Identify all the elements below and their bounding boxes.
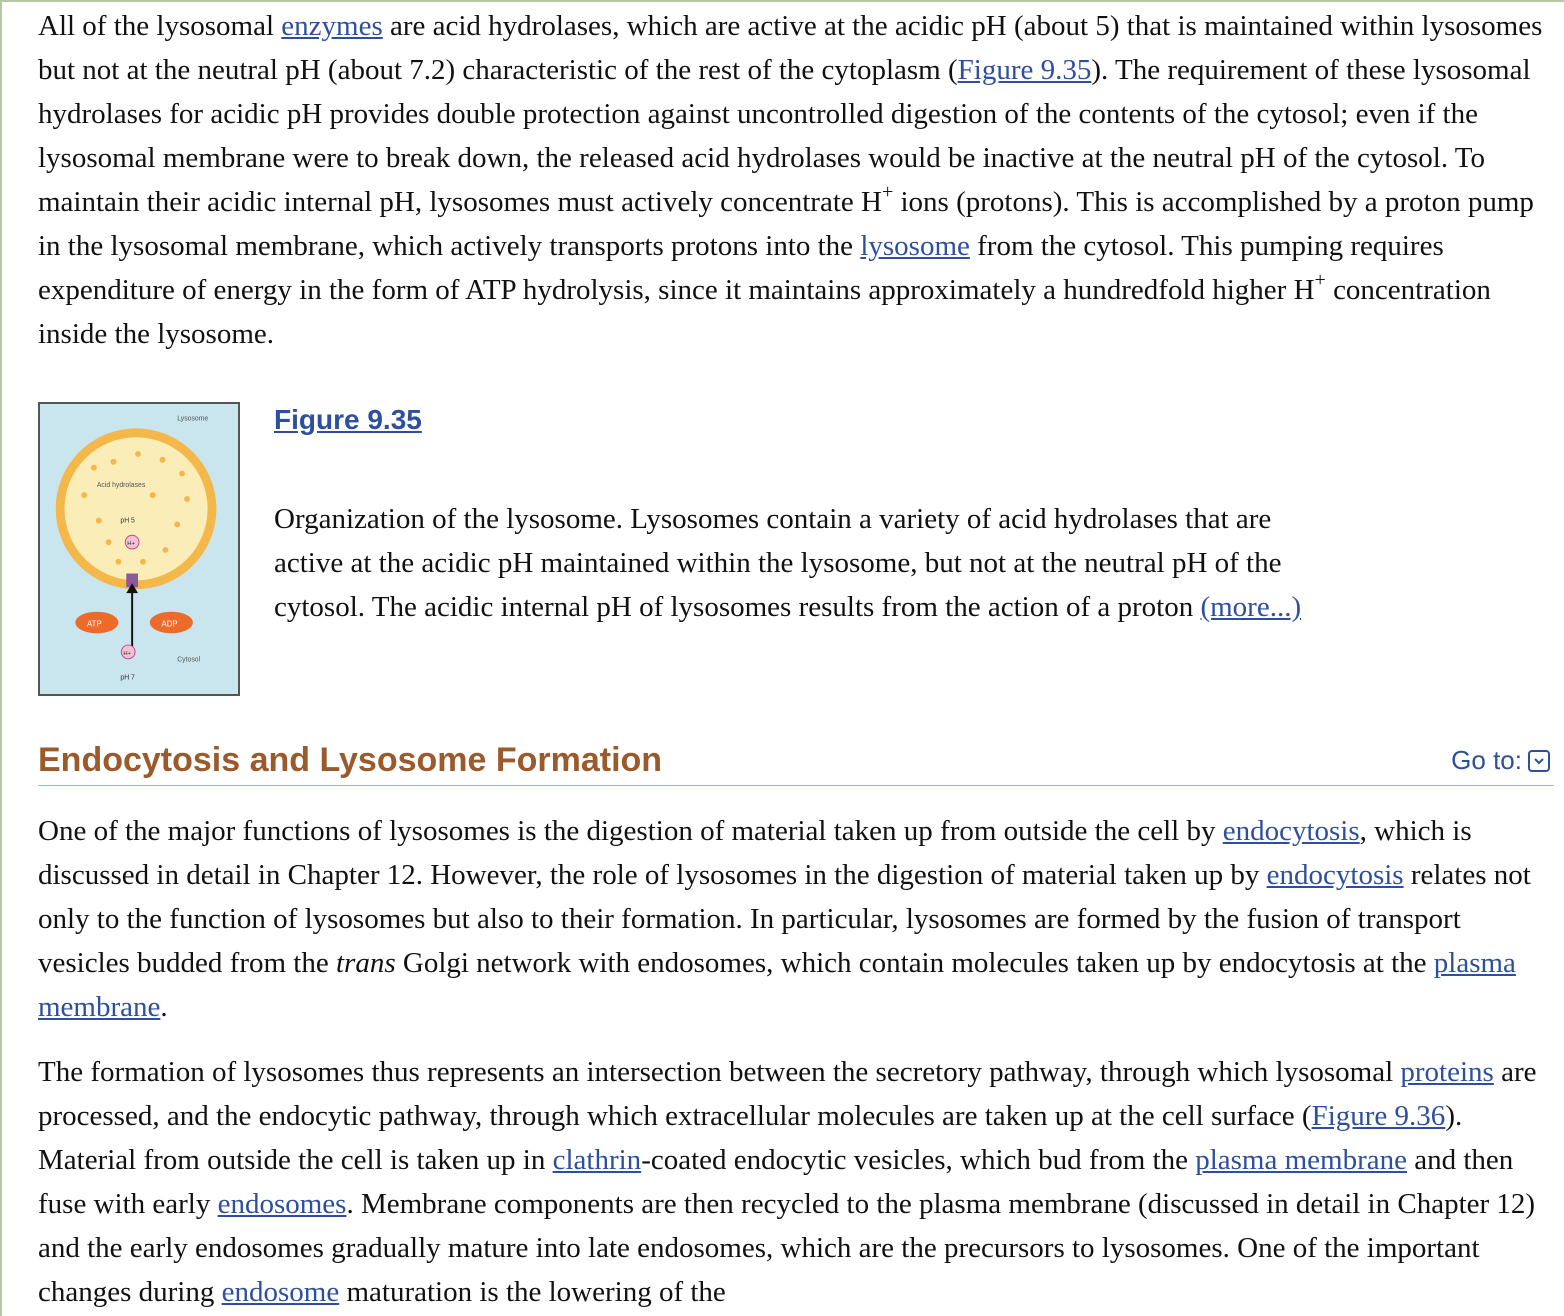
paragraph-lysosomal-enzymes <box>38 4 1554 356</box>
text: All of the lysosomal <box>38 10 282 42</box>
link-lysosome[interactable]: lysosome <box>860 230 970 262</box>
paragraph-endocytosis <box>38 809 1554 1029</box>
text: maturation is the lowering of the <box>339 1276 726 1308</box>
text: and then fuse with early <box>38 1144 1514 1220</box>
text: are processed, and the endocytic pathway, through which extracellular molecules are taken up at the cell surface ( <box>38 1056 1537 1132</box>
figure-caption <box>274 497 1314 629</box>
text: ). The requirement of these lysosomal hydrolases for acidic pH provides double protection against uncontrolled digestion of the contents of the cytosol; even if the lysosomal membrane were to break down, the released acid hydrolases would be inactive at the neutral pH of the cytosol. To maintain their acidic internal pH, lysosomes must actively concentrate H <box>38 54 1531 218</box>
label-atp: ATP <box>87 619 102 629</box>
label-adp: ADP <box>161 619 178 629</box>
text: . Membrane components are then recycled to the plasma membrane (discussed in detail in Chapter 12) and the early endosomes gradually mature into late endosomes, which are the precursors to lysosomes. One of the important changes during <box>38 1188 1536 1308</box>
section-title: Endocytosis and Lysosome Formation <box>38 741 663 779</box>
section-header <box>38 737 1554 786</box>
superscript-plus: + <box>881 181 894 204</box>
text: , which is discussed in detail in Chapter 12. However, the role of lysosomes in the digestion of material taken up by <box>38 815 1472 891</box>
caption-text: Organization of the lysosome. Lysosomes contain a variety of acid hydrolases that are active at the acidic pH maintained within the lysosome, but not at the neutral pH of the cytosol. The acidic internal pH of lysosomes results from the action of a proton <box>274 503 1282 623</box>
label-hplus-inner: H+ <box>127 541 135 548</box>
link-figure-9-35[interactable]: Figure 9.35 <box>957 54 1092 86</box>
emphasis-trans: trans <box>335 947 396 979</box>
link-clathrin[interactable]: clathrin <box>552 1144 642 1176</box>
link-plasma-membrane[interactable]: plasma membrane <box>38 947 1516 1023</box>
goto-menu[interactable] <box>1451 745 1550 776</box>
text: The formation of lysosomes thus represents an intersection between the secretory pathway, through which lysosomal <box>38 1056 1401 1088</box>
text: from the cytosol. This pumping requires expenditure of energy in the form of ATP hydrolysis, since it maintains approximately a hundredfold higher H <box>38 230 1444 306</box>
text: Golgi network with endosomes, which contain molecules taken up by endocytosis at the <box>395 947 1434 979</box>
link-enzymes[interactable]: enzymes <box>281 10 383 42</box>
figure-9-35-block <box>38 402 1538 702</box>
link-endocytosis[interactable]: endocytosis <box>1266 859 1404 891</box>
superscript-plus: + <box>1314 269 1326 292</box>
link-endosome[interactable]: endosome <box>221 1276 340 1308</box>
text: relates not only to the function of lysosomes but also to their formation. In particular, lysosomes are formed by the fusion of transport vesicles budded from the <box>38 859 1531 979</box>
label-acid-hydrolases: Acid hydrolases <box>96 482 146 490</box>
text: . <box>160 991 168 1023</box>
text: One of the major functions of lysosomes is the digestion of material taken up from outside the cell by <box>38 815 1223 847</box>
link-figure-9-36[interactable]: Figure 9.36 <box>1311 1100 1446 1132</box>
text: concentration inside the lysosome. <box>38 274 1491 350</box>
figure-title-link[interactable]: Figure 9.35 <box>274 404 422 435</box>
label-hplus-outer: H+ <box>123 650 132 657</box>
lysosome-diagram <box>40 404 238 694</box>
goto-label: Go to: <box>1451 745 1522 775</box>
label-ph7: pH 7 <box>120 674 135 682</box>
link-endosomes[interactable]: endosomes <box>217 1188 347 1220</box>
chevron-down-icon[interactable] <box>1528 750 1550 772</box>
label-ph5: pH 5 <box>120 517 135 525</box>
text: ). Material from outside the cell is taken up in <box>38 1100 1463 1176</box>
link-proteins[interactable]: proteins <box>1400 1056 1494 1088</box>
more-link[interactable]: (more...) <box>1200 591 1302 623</box>
figure-thumbnail[interactable] <box>38 402 240 696</box>
label-lysosome: Lysosome <box>177 415 209 423</box>
text: are acid hydrolases, which are active at the acidic pH (about 5) that is maintained within lysosomes but not at the neutral pH (about 7.2) characteristic of the rest of the cytoplasm ( <box>38 10 1543 86</box>
link-endocytosis[interactable]: endocytosis <box>1222 815 1360 847</box>
link-plasma-membrane[interactable]: plasma membrane <box>1195 1144 1407 1176</box>
label-cytosol: Cytosol <box>177 656 201 664</box>
paragraph-lysosome-formation <box>38 1050 1554 1314</box>
text: -coated endocytic vesicles, which bud from the <box>641 1144 1196 1176</box>
text: ions (protons). This is accomplished by a proton pump in the lysosomal membrane, which actively transports protons into the <box>38 186 1534 262</box>
